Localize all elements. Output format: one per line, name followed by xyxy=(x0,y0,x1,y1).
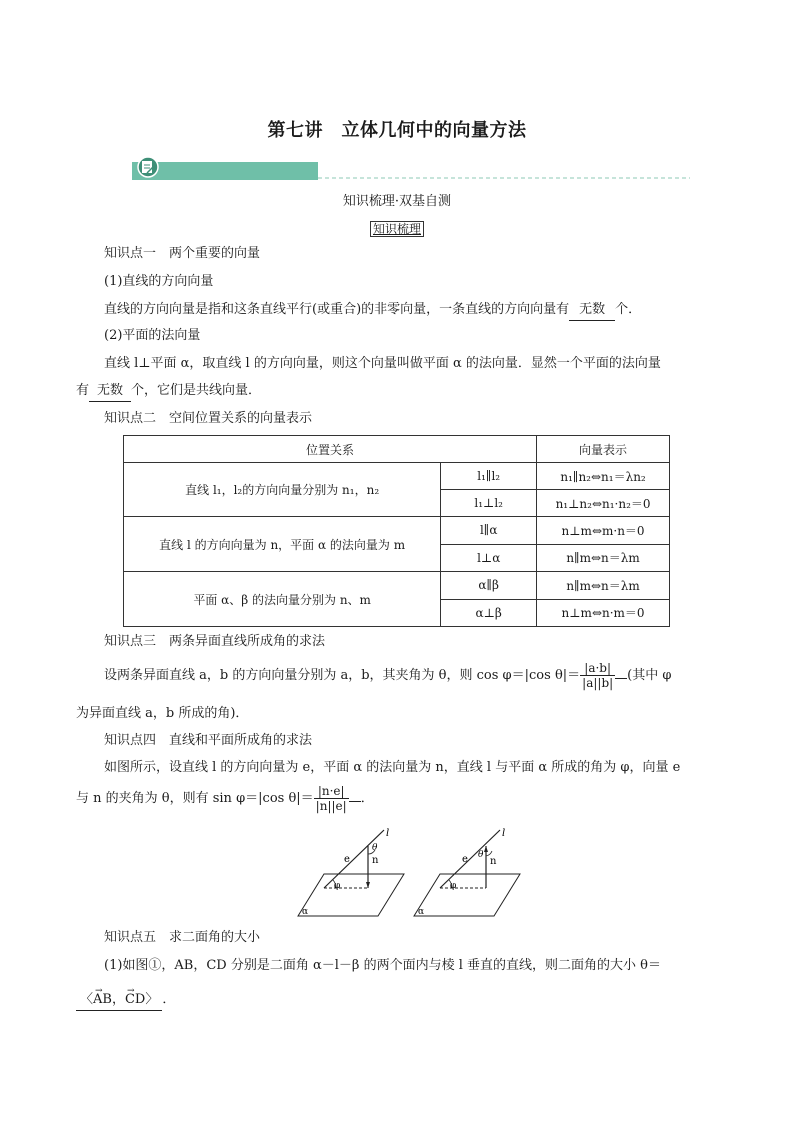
page-title: 第七讲 立体几何中的向量方法 xyxy=(267,120,527,141)
svg-text:n: n xyxy=(490,856,497,867)
table-header-cell: 向量表示 xyxy=(537,436,670,463)
kp1-item1: (1)直线的方向向量 xyxy=(104,274,214,289)
svg-text:φ: φ xyxy=(334,881,341,891)
table-cell: α∥β xyxy=(441,572,537,600)
table-header-cell: 位置关系 xyxy=(124,436,537,463)
kp1-line3: 有 无数 个，它们是共线向量． xyxy=(76,381,261,402)
kp1-line2: 直线 l⊥平面 α，取直线 l 的方向向量，则这个向量叫做平面 α 的法向量．显然一个平面的法向量 xyxy=(104,356,661,371)
table-group-label: 直线 l 的方向向量为 n，平面 α 的法向量为 m xyxy=(124,517,441,572)
table-cell: l∥α xyxy=(441,517,537,545)
table-group-label: 平面 α、β 的法向量分别为 n、m xyxy=(124,572,441,627)
table-row xyxy=(124,463,670,490)
svg-text:l: l xyxy=(502,828,506,839)
blank-answer: 无数 xyxy=(569,300,615,321)
table-cell: n⊥m⇔m·n＝0 xyxy=(537,517,670,545)
relation-table xyxy=(123,435,670,627)
table-cell: l₁⊥l₂ xyxy=(441,490,537,517)
svg-text:e: e xyxy=(462,854,468,865)
section-banner xyxy=(130,156,690,182)
svg-text:φ: φ xyxy=(450,881,457,891)
table-cell: n₁⊥n₂⇔n₁·n₂＝0 xyxy=(537,490,670,517)
svg-text:e: e xyxy=(344,854,350,865)
kp3-line1: 设两条异面直线 a，b 的方向向量分别为 a，b，其夹角为 θ，则 cos φ＝|cos θ|＝ $\frac{|a\cdot b|}{|a||b|}$ (其中 φ xyxy=(104,661,672,690)
svg-text:l: l xyxy=(386,828,390,839)
table-cell: l⊥α xyxy=(441,544,537,572)
table-row xyxy=(124,572,670,600)
kp5-heading: 知识点五 求二面角的大小 xyxy=(104,930,261,945)
table-row xyxy=(124,517,670,545)
kp2-heading: 知识点二 空间位置关系的向量表示 xyxy=(104,411,313,426)
figure-line-plane-left xyxy=(296,826,406,918)
svg-text:θ: θ xyxy=(372,843,378,853)
table-header-row xyxy=(124,436,670,463)
kp4-line2: 与 n 的夹角为 θ，则有 sin φ＝|cos θ|＝ $\frac{|n\cdot e|}{|n||e|}$ ． xyxy=(76,784,374,813)
kp4-heading: 知识点四 直线和平面所成角的求法 xyxy=(104,733,313,748)
svg-text:α: α xyxy=(302,907,309,917)
kp3-line2: 为异面直线 a，b 所成的角)． xyxy=(76,706,249,721)
section-heading: 知识梳理·双基自测 xyxy=(342,194,452,209)
svg-text:n: n xyxy=(372,855,379,866)
table-cell: l₁∥l₂ xyxy=(441,463,537,490)
table-group-label: 直线 l₁，l₂的方向向量分别为 n₁，n₂ xyxy=(124,463,441,517)
svg-text:α: α xyxy=(418,907,425,917)
kp1-item2: (2)平面的法向量 xyxy=(104,328,201,343)
table-cell: n⊥m⇔n·m＝0 xyxy=(537,599,670,627)
table-cell: n∥m⇔n＝λm xyxy=(537,572,670,600)
fraction: $\frac{|n\cdot e|}{|n||e|}$ xyxy=(315,784,347,813)
table-cell: n₁∥n₂⇔n₁＝λn₂ xyxy=(537,463,670,490)
figure-line-plane-right xyxy=(412,826,522,918)
table-cell: α⊥β xyxy=(441,599,537,627)
kp1-line1: 直线的方向向量是指和这条直线平行(或重合)的非零向量，一条直线的方向向量有 无数 个． xyxy=(104,300,641,321)
kp4-line1: 如图所示，设直线 l 的方向向量为 e，平面 α 的法向量为 n，直线 l 与平面 α 所成的角为 φ，向量 e xyxy=(104,760,681,775)
svg-text:θ: θ xyxy=(478,850,484,860)
table-cell: n∥m⇔n＝λm xyxy=(537,544,670,572)
kp3-heading: 知识点三 两条异面直线所成角的求法 xyxy=(104,634,326,649)
kp5-line1: (1)如图①，AB，CD 分别是二面角 α－l－β 的两个面内与棱 l 垂直的直线，则二面角的大小 θ＝ xyxy=(104,958,661,973)
notebook-icon xyxy=(138,157,158,177)
kp5-answer: 〈→ AB，→ CD〉 ． xyxy=(76,990,175,1011)
fraction: $\frac{|a\cdot b|}{|a||b|}$ xyxy=(582,661,614,690)
subsection-heading: 知识梳理 xyxy=(0,220,794,237)
blank-answer: 无数 xyxy=(89,381,131,402)
kp1-heading: 知识点一 两个重要的向量 xyxy=(104,246,261,261)
